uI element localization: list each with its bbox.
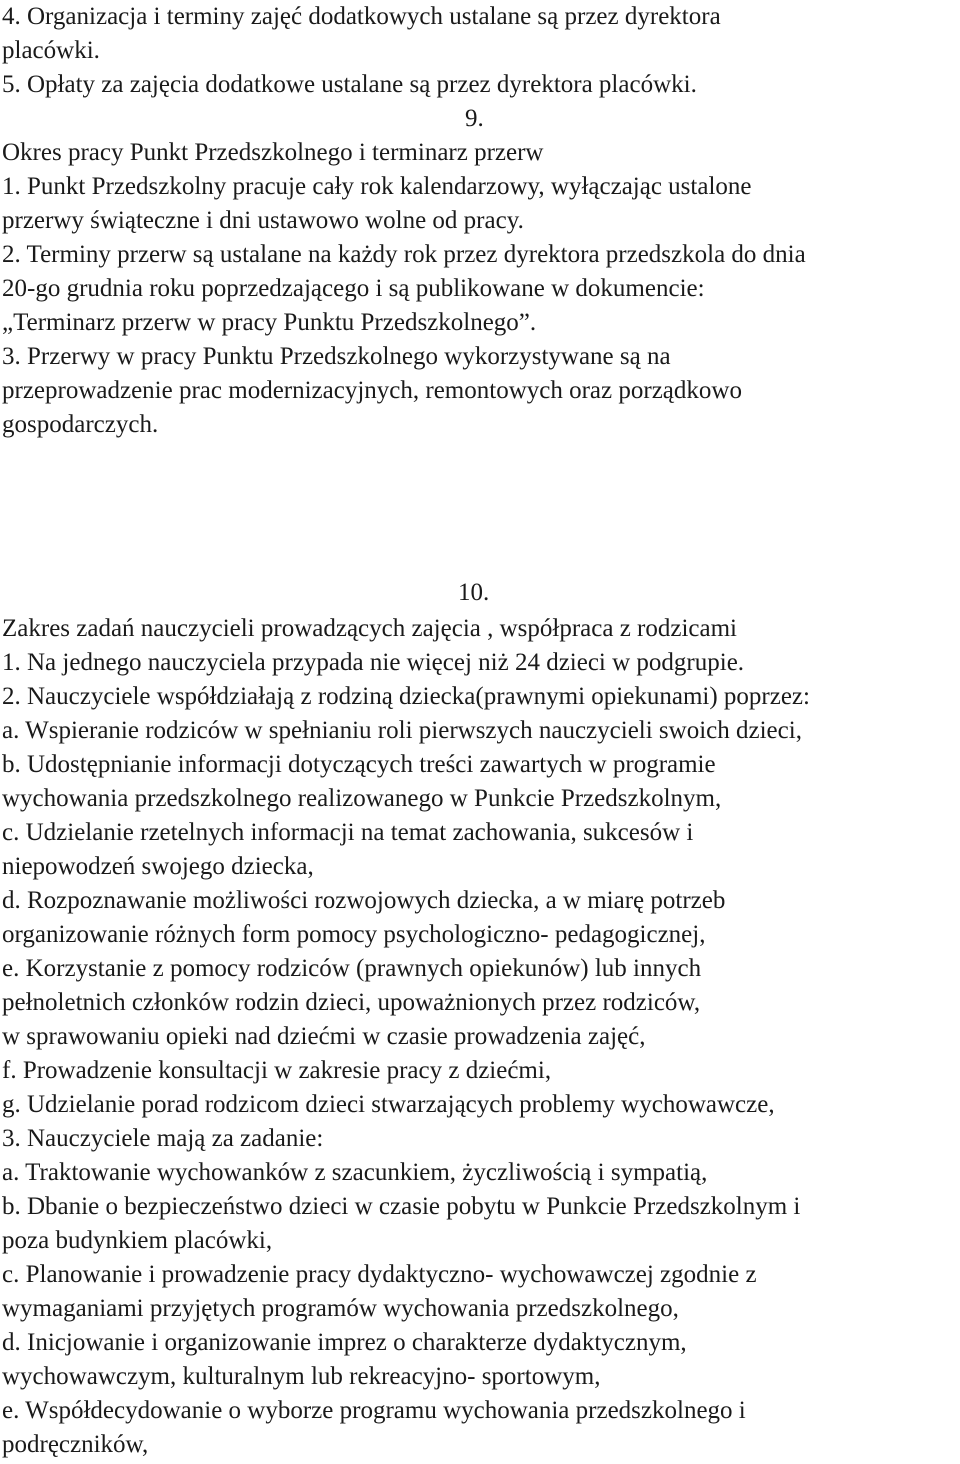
paragraph-line: c. Planowanie i prowadzenie pracy dydaktyczno- wychowawczej zgodnie z bbox=[2, 1261, 757, 1288]
paragraph-line: wymaganiami przyjętych programów wychowania przedszkolnego, bbox=[2, 1295, 679, 1322]
paragraph-line: „Terminarz przerw w pracy Punktu Przedszkolnego”. bbox=[2, 309, 537, 336]
paragraph-line: 4. Organizacja i terminy zajęć dodatkowych ustalane są przez dyrektora bbox=[2, 3, 721, 30]
paragraph-line: wychowania przedszkolnego realizowanego w Punkcie Przedszkolnym, bbox=[2, 785, 722, 812]
paragraph-line: a. Wspieranie rodziców w spełnianiu roli pierwszych nauczycieli swoich dzieci, bbox=[2, 717, 802, 744]
paragraph-line: podręczników, bbox=[2, 1431, 149, 1458]
paragraph-line: g. Udzielanie porad rodzicom dzieci stwarzających problemy wychowawcze, bbox=[2, 1091, 775, 1118]
paragraph-line: gospodarczych. bbox=[2, 411, 159, 438]
paragraph-line: 1. Punkt Przedszkolny pracuje cały rok kalendarzowy, wyłączając ustalone bbox=[2, 173, 752, 200]
paragraph-line: e. Korzystanie z pomocy rodziców (prawnych opiekunów) lub innych bbox=[2, 955, 702, 982]
paragraph-line: placówki. bbox=[2, 37, 100, 64]
paragraph-line: d. Inicjowanie i organizowanie imprez o charakterze dydaktycznym, bbox=[2, 1329, 687, 1356]
paragraph-line: przeprowadzenie prac modernizacyjnych, remontowych oraz porządkowo bbox=[2, 377, 742, 404]
section-number: 9. bbox=[465, 105, 484, 132]
paragraph-line: pełnoletnich członków rodzin dzieci, upoważnionych przez rodziców, bbox=[2, 989, 701, 1016]
paragraph-line: 2. Terminy przerw są ustalane na każdy rok przez dyrektora przedszkola do dnia bbox=[2, 241, 806, 268]
paragraph-line: 3. Przerwy w pracy Punktu Przedszkolnego wykorzystywane są na bbox=[2, 343, 671, 370]
paragraph-line: niepowodzeń swojego dziecka, bbox=[2, 853, 314, 880]
paragraph-line: d. Rozpoznawanie możliwości rozwojowych dziecka, a w miarę potrzeb bbox=[2, 887, 726, 914]
paragraph-line: organizowanie różnych form pomocy psychologiczno- pedagogicznej, bbox=[2, 921, 706, 948]
paragraph-line: e. Współdecydowanie o wyborze programu wychowania przedszkolnego i bbox=[2, 1397, 746, 1424]
paragraph-line: 3. Nauczyciele mają za zadanie: bbox=[2, 1125, 324, 1152]
paragraph-line: 1. Na jednego nauczyciela przypada nie więcej niż 24 dzieci w podgrupie. bbox=[2, 649, 745, 676]
section-title: Okres pracy Punkt Przedszkolnego i terminarz przerw bbox=[2, 139, 544, 166]
paragraph-line: 5. Opłaty za zajęcia dodatkowe ustalane są przez dyrektora placówki. bbox=[2, 71, 697, 98]
paragraph-line: b. Udostępnianie informacji dotyczących treści zawartych w programie bbox=[2, 751, 716, 778]
paragraph-line: b. Dbanie o bezpieczeństwo dzieci w czasie pobytu w Punkcie Przedszkolnym i bbox=[2, 1193, 801, 1220]
section-title: Zakres zadań nauczycieli prowadzących zajęcia , współpraca z rodzicami bbox=[2, 615, 737, 642]
section-number: 10. bbox=[458, 579, 490, 606]
paragraph-line: w sprawowaniu opieki nad dziećmi w czasie prowadzenia zajęć, bbox=[2, 1023, 646, 1050]
paragraph-line: poza budynkiem placówki, bbox=[2, 1227, 273, 1254]
paragraph-line: 2. Nauczyciele współdziałają z rodziną dziecka(prawnymi opiekunami) poprzez: bbox=[2, 683, 810, 710]
paragraph-line: a. Traktowanie wychowanków z szacunkiem, życzliwością i sympatią, bbox=[2, 1159, 708, 1186]
paragraph-line: c. Udzielanie rzetelnych informacji na temat zachowania, sukcesów i bbox=[2, 819, 694, 846]
paragraph-line: wychowawczym, kulturalnym lub rekreacyjno- sportowym, bbox=[2, 1363, 601, 1390]
paragraph-line: przerwy świąteczne i dni ustawowo wolne od pracy. bbox=[2, 207, 524, 234]
paragraph-line: 20-go grudnia roku poprzedzającego i są publikowane w dokumencie: bbox=[2, 275, 705, 302]
paragraph-line: f. Prowadzenie konsultacji w zakresie pracy z dziećmi, bbox=[2, 1057, 552, 1084]
